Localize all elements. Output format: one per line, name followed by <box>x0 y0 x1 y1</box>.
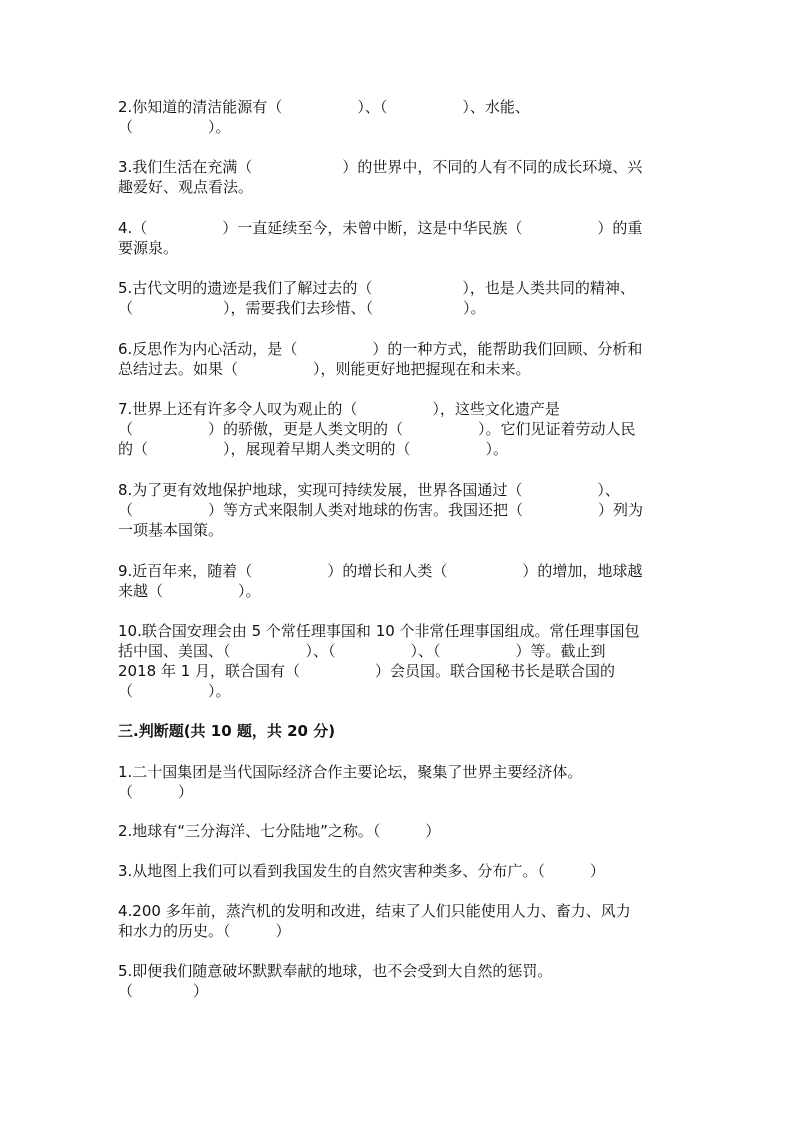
question-line: （ ）的骄傲，更是人类文明的（ ）。它们见证着劳动人民 <box>118 420 636 438</box>
question-line: 2018 年 1 月，联合国有（ ）会员国。联合国秘书长是联合国的 <box>118 662 616 680</box>
question-line: 1.二十国集团是当代国际经济合作主要论坛，聚集了世界主要经济体。 <box>118 763 583 781</box>
question-line: 的（ ），展现着早期人类文明的（ ）。 <box>118 440 509 458</box>
question-line: 括中国、美国、（ ）、（ ）、（ ）等。截止到 <box>118 642 606 660</box>
question-line: 4.200 多年前，蒸汽机的发明和改进，结束了人们只能使用人力、畜力、风力 <box>118 902 631 920</box>
question-line: （ ）。 <box>118 118 231 136</box>
section-heading-true-false: 三.判断题(共 10 题，共 20 分) <box>118 722 336 740</box>
question-line: 3.从地图上我们可以看到我国发生的自然灾害种类多、分布广。（ ） <box>118 862 605 880</box>
question-line: 4.（ ）一直延续至今，未曾中断，这是中华民族（ ）的重 <box>118 219 643 237</box>
question-line: （ ），需要我们去珍惜、（ ）。 <box>118 299 486 317</box>
question-line: 9.近百年来，随着（ ）的增长和人类（ ）的增加，地球越 <box>118 562 643 580</box>
question-line: 5.即便我们随意破坏默默奉献的地球，也不会受到大自然的惩罚。 <box>118 962 553 980</box>
question-line: 趣爱好、观点看法。 <box>118 178 254 196</box>
question-line: 10.联合国安理会由 5 个常任理事国和 10 个非常任理事国组成。常任理事国包 <box>118 622 640 640</box>
question-line: 5.古代文明的遗迹是我们了解过去的（ ），也是人类共同的精神、 <box>118 279 635 297</box>
question-line: （ ） <box>118 982 209 1000</box>
question-line: （ ）。 <box>118 682 231 700</box>
question-line: （ ） <box>118 783 194 801</box>
question-line: 3.我们生活在充满（ ）的世界中，不同的人有不同的成长环境、兴 <box>118 158 643 176</box>
question-line: 8.为了更有效地保护地球，实现可持续发展，世界各国通过（ ）、 <box>118 481 620 499</box>
question-line: 6.反思作为内心活动，是（ ）的一种方式，能帮助我们回顾、分析和 <box>118 340 643 358</box>
question-line: （ ）等方式来限制人类对地球的伤害。我国还把（ ）列为 <box>118 501 644 519</box>
question-line: 要源泉。 <box>118 239 179 257</box>
question-line: 7.世界上还有许多令人叹为观止的（ ），这些文化遗产是 <box>118 400 560 418</box>
question-line: 总结过去。如果（ ），则能更好地把握现在和未来。 <box>118 360 531 378</box>
question-line: 2.地球有“三分海洋、七分陆地”之称。（ ） <box>118 822 441 840</box>
question-line: 一项基本国策。 <box>118 521 224 539</box>
question-line: 和水力的历史。（ ） <box>118 922 291 940</box>
question-line: 2.你知道的清洁能源有（ ）、（ ）、水能、 <box>118 98 530 116</box>
question-line: 来越（ ）。 <box>118 582 261 600</box>
